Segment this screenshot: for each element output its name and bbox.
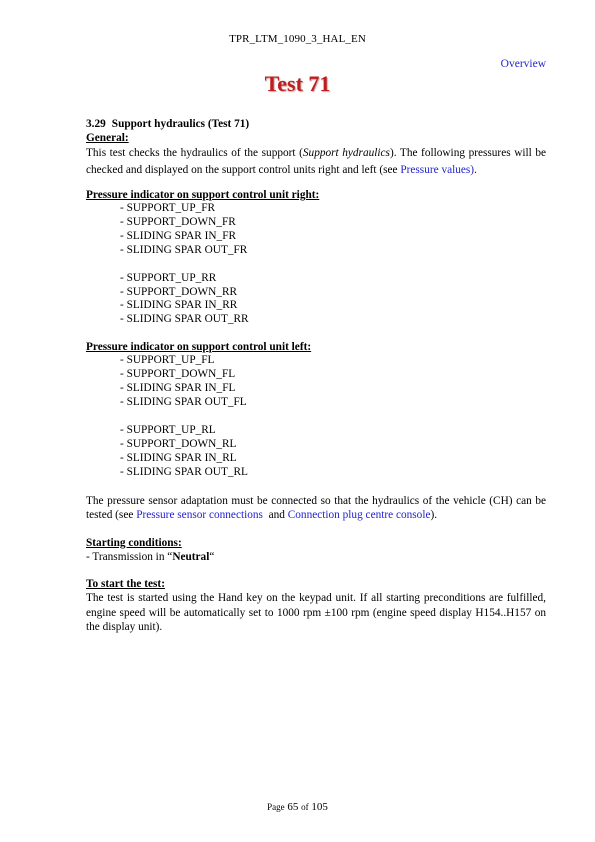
list-item: - SUPPORT_DOWN_RL	[120, 437, 237, 450]
starting-item-pre: - Transmission in “	[86, 550, 173, 563]
sensor-paragraph	[86, 494, 546, 523]
page-number: 65	[287, 801, 299, 813]
left-unit-rear-list	[86, 424, 546, 480]
list-item: - SLIDING SPAR OUT_RR	[120, 313, 249, 326]
section-number: 3.29	[86, 118, 106, 130]
pressure-sensor-connections-link[interactable]: Pressure sensor connections	[136, 509, 263, 521]
connection-plug-link[interactable]: Connection plug centre console	[287, 509, 431, 521]
total-pages: 105	[311, 801, 328, 813]
list-item: - SLIDING SPAR OUT_RL	[120, 465, 248, 478]
list-item: - SLIDING SPAR IN_FL	[120, 382, 236, 395]
starting-item-post: “	[209, 550, 215, 563]
right-unit-rear-list	[86, 272, 546, 328]
general-paragraph	[86, 145, 546, 179]
page-footer	[0, 801, 595, 813]
right-unit-heading: Pressure indicator on support control unit right:	[86, 189, 320, 201]
list-item: - SUPPORT_UP_RR	[120, 271, 217, 284]
list-item: - SLIDING SPAR OUT_FR	[120, 243, 248, 256]
list-item: - SUPPORT_UP_FL	[120, 354, 215, 367]
sensor-text-post: ).	[430, 509, 438, 521]
overview-link[interactable]: Overview	[500, 58, 546, 70]
document-id-header: TPR_LTM_1090_3_HAL_EN	[229, 33, 366, 45]
page-word: Page	[267, 802, 285, 812]
sensor-text-pre: The pressure sensor adaptation must be connected so that the hydraulics of the vehicle (CH) can be tested (see	[86, 494, 546, 521]
list-item: - SUPPORT_DOWN_FR	[120, 215, 236, 228]
document-body	[86, 118, 546, 635]
section-heading	[86, 118, 546, 131]
list-item: - SLIDING SPAR IN_FR	[120, 229, 237, 242]
list-item: - SUPPORT_DOWN_FL	[120, 368, 236, 381]
left-unit-front-list	[86, 354, 546, 410]
general-text-post: ). The following pressures will be checked and displayed on the support control units right and left (see	[86, 147, 547, 176]
pressure-values-link[interactable]: Pressure values)	[400, 164, 475, 176]
sensor-text-mid: and	[262, 509, 288, 521]
section-title: Support hydraulics (Test 71)	[111, 118, 250, 130]
list-item: - SLIDING SPAR IN_RL	[120, 451, 237, 464]
of-word: of	[301, 802, 309, 812]
general-text-italic: Support hydraulics	[302, 147, 390, 159]
list-item: - SLIDING SPAR OUT_FL	[120, 395, 247, 408]
start-test-paragraph: The test is started using the Hand key on the keypad unit. If all starting preconditions are fulfilled, engine speed will be automatically set to 1000 rpm ±100 rpm (engine speed display H154..H157 on the display unit).	[86, 592, 546, 633]
right-unit-front-list	[86, 202, 546, 258]
list-item: - SLIDING SPAR IN_RR	[120, 299, 238, 312]
list-item: - SUPPORT_UP_FR	[120, 202, 216, 214]
general-text-end: .	[474, 164, 477, 176]
list-item: - SUPPORT_DOWN_RR	[120, 285, 238, 298]
general-heading: General:	[86, 132, 129, 144]
starting-item-bold: Neutral	[172, 550, 210, 563]
page-title: Test 71	[264, 71, 331, 96]
left-unit-heading: Pressure indicator on support control unit left:	[86, 341, 312, 354]
starting-conditions-heading: Starting conditions:	[86, 536, 182, 549]
start-test-heading: To start the test:	[86, 578, 165, 590]
list-item: - SUPPORT_UP_RL	[120, 423, 216, 436]
general-text-pre: This test checks the hydraulics of the support (	[86, 147, 303, 159]
starting-condition-item	[86, 550, 546, 565]
